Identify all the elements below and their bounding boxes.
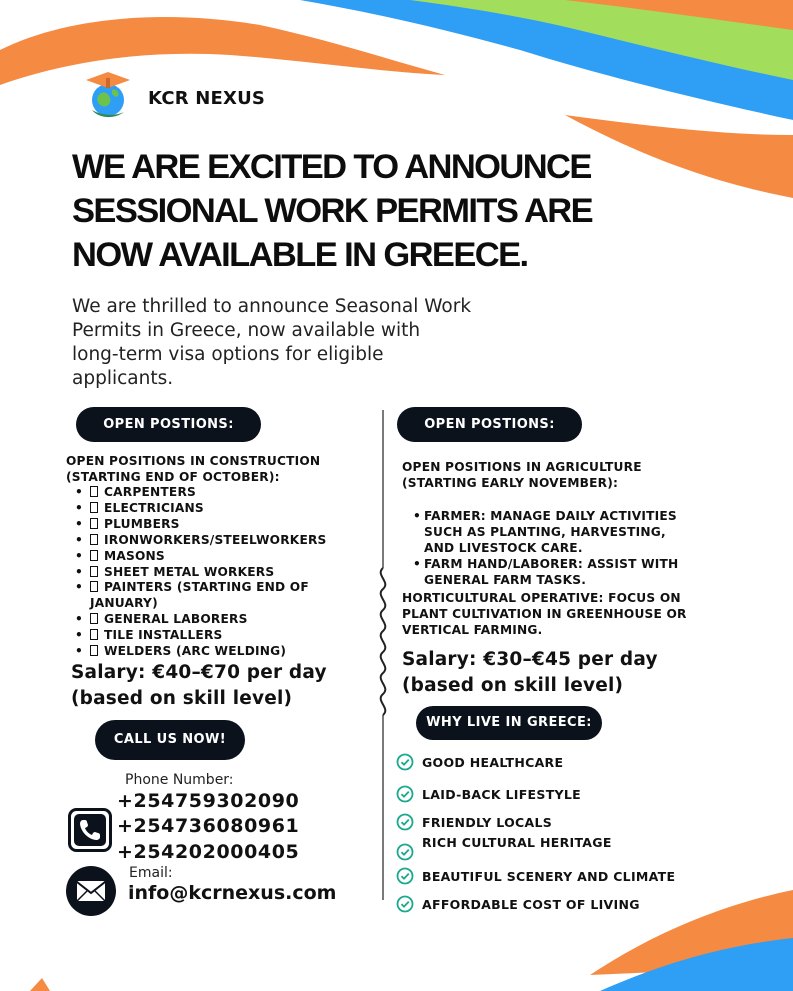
agriculture-heading-line: (STARTING EARLY NOVEMBER): <box>402 476 619 490</box>
headline-line: NOW AVAILABLE IN GREECE. <box>72 236 528 274</box>
horticultural-line: VERTICAL FARMING. <box>402 623 543 637</box>
list-item <box>72 565 372 581</box>
farmer-line: AND LIVESTOCK CARE. <box>424 541 583 555</box>
agriculture-heading-line: OPEN POSITIONS IN AGRICULTURE <box>402 460 642 474</box>
check-circle-icon <box>396 813 414 831</box>
list-item <box>72 580 372 612</box>
call-us-now-button[interactable] <box>95 720 245 760</box>
pill-label: WHY LIVE IN GREECE: <box>426 715 592 730</box>
checkbox-glyph-icon <box>90 486 98 497</box>
list-item <box>72 485 372 501</box>
check-circle-icon <box>396 867 414 885</box>
list-item <box>412 508 712 556</box>
check-circle-icon <box>396 753 414 771</box>
benefit-label: GOOD HEALTHCARE <box>422 755 564 770</box>
checkbox-glyph-icon <box>90 534 98 545</box>
position-label: MASONS <box>104 548 165 563</box>
benefit-item <box>396 835 736 861</box>
checkbox-glyph-icon <box>90 518 98 529</box>
construction-salary <box>71 660 327 712</box>
agriculture-positions-list <box>412 508 712 588</box>
intro-paragraph: We are thrilled to announce Seasonal Work Permits in Greece, now available with long-term visa options for eligible applicants. <box>72 296 472 389</box>
position-label: GENERAL LABORERS <box>104 612 248 627</box>
phone-label: Phone Number: <box>125 772 234 788</box>
horticultural-line: HORTICULTURAL OPERATIVE: FOCUS ON <box>402 591 681 605</box>
farmer-line: SUCH AS PLANTING, HARVESTING, <box>424 525 666 539</box>
check-circle-icon <box>396 895 414 913</box>
phone-number[interactable]: +254759302090 <box>117 790 300 812</box>
benefit-label: RICH CULTURAL HERITAGE <box>422 835 612 850</box>
farmer-line: • FARMER: MANAGE DAILY ACTIVITIES <box>424 509 677 523</box>
salary-line: (based on skill level) <box>402 675 624 696</box>
why-live-pill <box>416 706 602 740</box>
benefit-label: AFFORDABLE COST OF LIVING <box>422 897 640 912</box>
benefit-label: FRIENDLY LOCALS <box>422 815 553 830</box>
pill-label: OPEN POSTIONS: <box>103 417 234 432</box>
list-item <box>72 549 372 565</box>
checkbox-glyph-icon <box>90 581 98 592</box>
benefit-label: LAID-BACK LIFESTYLE <box>422 787 581 802</box>
position-label: PLUMBERS <box>104 516 180 531</box>
construction-heading-line: OPEN POSITIONS IN CONSTRUCTION <box>66 454 321 468</box>
benefit-item <box>396 895 736 915</box>
headline-line: SESSIONAL WORK PERMITS ARE <box>72 192 593 230</box>
phone-icon <box>68 808 112 852</box>
open-positions-pill-right <box>397 407 582 442</box>
salary-line: Salary: €30–€45 per day <box>402 649 658 670</box>
list-item <box>72 628 372 644</box>
checkbox-glyph-icon <box>90 550 98 561</box>
list-item <box>72 533 372 549</box>
open-positions-pill-left <box>76 407 261 442</box>
salary-line: Salary: €40–€70 per day <box>71 662 327 683</box>
horticultural-operative <box>402 590 722 638</box>
list-item <box>72 612 372 628</box>
checkbox-glyph-icon <box>90 629 98 640</box>
list-item <box>72 501 372 517</box>
salary-line: (based on skill level) <box>71 688 293 709</box>
email-address[interactable]: info@kcrnexus.com <box>128 882 337 904</box>
benefit-item <box>396 753 736 773</box>
construction-heading <box>66 453 366 485</box>
headline <box>72 145 632 277</box>
position-label: IRONWORKERS/STEELWORKERS <box>104 532 327 547</box>
position-label: PAINTERS (STARTING END OF <box>104 580 309 595</box>
globe-graduation-cap-logo-icon <box>84 70 134 122</box>
checkbox-glyph-icon <box>90 613 98 624</box>
benefit-item <box>396 867 736 887</box>
position-label-cont: JANUARY) <box>90 596 158 611</box>
position-label: TILE INSTALLERS <box>104 628 223 643</box>
list-item <box>72 644 372 660</box>
farmhand-line: • FARM HAND/LABORER: ASSIST WITH <box>424 557 679 571</box>
position-label: ELECTRICIANS <box>104 500 204 515</box>
brand-name: KCR NEXUS <box>148 88 266 109</box>
envelope-icon <box>66 866 116 916</box>
checkbox-glyph-icon <box>90 645 98 656</box>
list-item <box>412 556 712 588</box>
construction-heading-line: (STARTING END OF OCTOBER): <box>66 470 280 484</box>
checkbox-glyph-icon <box>90 502 98 513</box>
list-item <box>72 517 372 533</box>
construction-positions-list <box>72 485 372 660</box>
farmhand-line: GENERAL FARM TASKS. <box>424 573 587 587</box>
headline-line: WE ARE EXCITED TO ANNOUNCE <box>72 148 591 186</box>
benefit-item <box>396 785 736 805</box>
position-label: CARPENTERS <box>104 485 197 499</box>
checkbox-glyph-icon <box>90 566 98 577</box>
agriculture-heading <box>402 459 702 491</box>
email-label: Email: <box>129 865 173 881</box>
call-button-label: CALL US NOW! <box>113 732 227 747</box>
check-circle-icon <box>396 843 414 861</box>
position-label: SHEET METAL WORKERS <box>104 564 275 579</box>
position-label: WELDERS (ARC WELDING) <box>104 644 287 659</box>
check-circle-icon <box>396 785 414 803</box>
phone-number[interactable]: +254202000405 <box>117 841 300 863</box>
pill-label: OPEN POSTIONS: <box>424 417 555 432</box>
agriculture-salary <box>402 647 658 699</box>
horticultural-line: PLANT CULTIVATION IN GREENHOUSE OR <box>402 607 687 621</box>
benefit-item <box>396 813 736 833</box>
benefit-label: BEAUTIFUL SCENERY AND CLIMATE <box>422 869 676 884</box>
phone-number[interactable]: +254736080961 <box>117 815 300 837</box>
